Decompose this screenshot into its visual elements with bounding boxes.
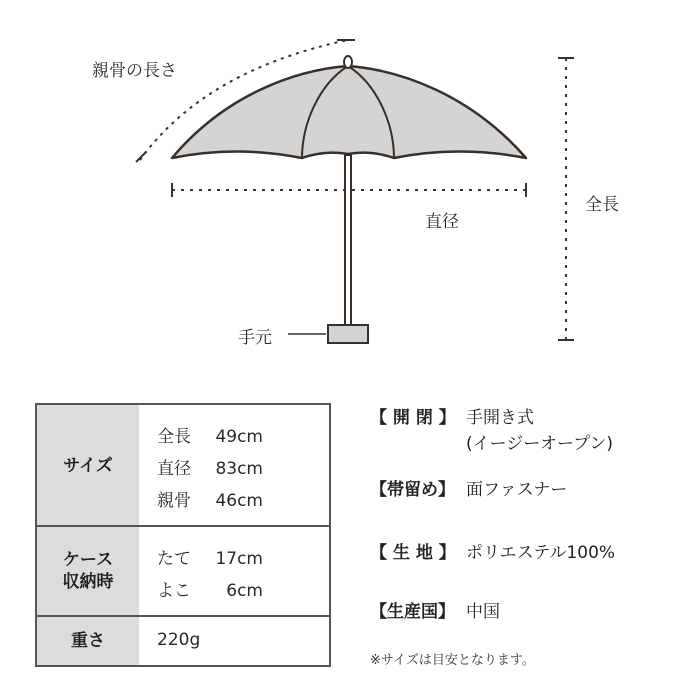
attr-key: 【 開 閉 】: [370, 408, 456, 428]
spec-line: [157, 454, 263, 479]
spec-header-case-line1: ケース: [62, 550, 114, 570]
spec-weight-value: 220g: [157, 630, 201, 650]
attr-closure: [370, 475, 567, 500]
umbrella-shaft: [345, 155, 351, 327]
attr-key: 【帯留め】: [370, 480, 455, 500]
diameter-label: 直径: [425, 212, 459, 232]
spec-values-case: [139, 527, 329, 615]
attr-key: 【 生 地 】: [370, 543, 456, 563]
spec-values-size: [139, 405, 329, 527]
spec-header-weight: 重さ: [37, 617, 139, 665]
spec-value: 17cm: [215, 549, 263, 569]
spec-key: 親骨: [157, 491, 191, 511]
umbrella-tip: [344, 56, 352, 68]
handle-label: 手元: [238, 328, 272, 348]
attr-value: 面ファスナー: [466, 480, 568, 500]
spec-line: [157, 576, 263, 601]
spec-line: [157, 486, 263, 511]
spec-values-weight: [139, 617, 329, 665]
umbrella-canopy: [172, 66, 526, 158]
rib-length-tick: [136, 152, 146, 162]
spec-value: 6cm: [226, 581, 263, 601]
spec-row-case: [37, 525, 329, 615]
attr-fabric: [370, 538, 615, 563]
attr-value: 手開き式: [466, 408, 534, 428]
spec-header-case-line2: 収納時: [62, 572, 114, 592]
spec-key: たて: [157, 549, 191, 569]
spec-key: 全長: [157, 427, 191, 447]
spec-value: 46cm: [215, 491, 263, 511]
size-note: ※サイズは目安となります。: [370, 653, 535, 668]
spec-table: [35, 403, 331, 667]
spec-row-size: [37, 405, 329, 527]
spec-header-case: [37, 527, 139, 615]
attr-opening: [370, 403, 534, 428]
attr-key: 【生産国】: [370, 602, 455, 622]
spec-row-weight: [37, 615, 329, 665]
attr-value: 中国: [466, 602, 500, 622]
spec-key: 直径: [157, 459, 191, 479]
spec-line: [157, 544, 263, 569]
rib-length-label: 親骨の長さ: [92, 61, 177, 81]
spec-key: よこ: [157, 581, 191, 601]
attr-value: ポリエステル100%: [466, 543, 616, 563]
spec-line: [157, 422, 263, 447]
attr-opening-sub: (イージーオープン): [466, 434, 614, 454]
spec-value: 83cm: [215, 459, 263, 479]
total-length-label: 全長: [585, 195, 619, 215]
spec-value: 49cm: [215, 427, 263, 447]
umbrella-handle: [328, 325, 368, 343]
spec-header-size: サイズ: [37, 405, 139, 527]
attr-origin: [370, 597, 500, 622]
